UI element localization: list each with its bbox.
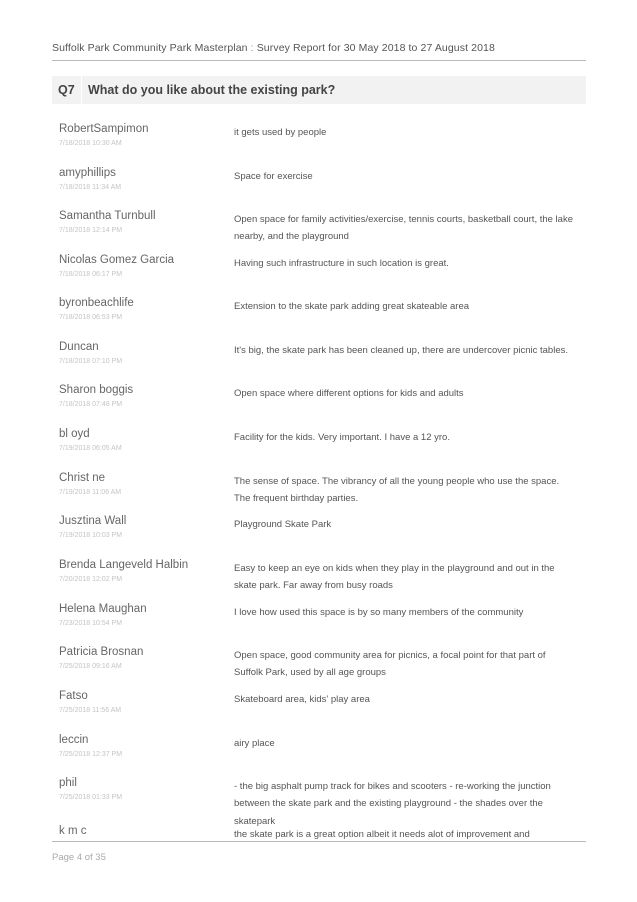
question-number: Q7 — [58, 83, 75, 97]
response-text: Facility for the kids. Very important. I have a 12 yro. — [234, 432, 450, 443]
response-date: 7/18/2018 07:48 PM — [59, 401, 123, 408]
response-date: 7/18/2018 06:53 PM — [59, 314, 123, 321]
respondent-name: Nicolas Gomez Garcia — [59, 254, 175, 266]
respondent-name: Jusztina Wall — [59, 515, 127, 527]
response-text: Having such infrastructure in such location is great. — [234, 258, 449, 269]
response-text: Open space, good community area for picnics, a focal point for that part of Suffolk Park, used by all age groups — [234, 650, 546, 679]
response-text: Open space where different options for kids and adults — [234, 388, 464, 399]
response-text: Easy to keep an eye on kids when they play in the playground and out in the skate park. Far away from busy roads — [234, 563, 555, 592]
response-text: The sense of space. The vibrancy of all the young people who use the space. The frequent birthday parties. — [234, 476, 560, 505]
response-text: it gets used by people — [234, 127, 327, 138]
response-date: 7/18/2018 11:34 AM — [59, 184, 122, 191]
response-text: Extension to the skate park adding great skateable area — [234, 301, 470, 312]
page-number: Page 4 of 35 — [52, 852, 106, 863]
response-date: 7/25/2018 01:33 PM — [59, 794, 123, 801]
response-date: 7/18/2018 07:10 PM — [59, 358, 123, 365]
respondent-name: RobertSampimon — [59, 123, 149, 135]
response-text: I love how used this space is by so many members of the community — [234, 607, 524, 618]
respondent-name: Sharon boggis — [59, 384, 134, 396]
report-header — [52, 42, 586, 54]
response-date: 7/19/2018 11:06 AM — [59, 489, 122, 496]
response-date: 7/18/2018 06:17 PM — [59, 271, 123, 278]
response-text: Playground Skate Park — [234, 519, 332, 530]
response-text: Open space for family activities/exercise, tennis courts, basketball court, the lake nearby, and the playground — [234, 214, 573, 243]
question-box — [52, 76, 586, 104]
response-text: the skate park is a great option albeit it needs alot of improvement and — [234, 829, 530, 840]
respondent-name: Duncan — [59, 341, 99, 353]
response-date: 7/18/2018 12:14 PM — [59, 227, 123, 234]
respondent-name: k m c — [59, 825, 87, 837]
respondent-name: Brenda Langeveld Halbin — [59, 559, 189, 571]
response-date: 7/25/2018 09:16 AM — [59, 663, 122, 670]
question-text: What do you like about the existing park? — [88, 83, 336, 97]
response-date: 7/25/2018 11:56 AM — [59, 707, 122, 714]
response-date: 7/18/2018 10:30 AM — [59, 140, 122, 147]
response-text: airy place — [234, 738, 275, 749]
response-text: Space for exercise — [234, 171, 313, 182]
respondent-name: leccin — [59, 734, 89, 746]
respondent-name: bl oyd — [59, 428, 90, 440]
response-text: It's big, the skate park has been cleaned up, there are undercover picnic tables. — [234, 345, 568, 356]
response-text: - the big asphalt pump track for bikes and scooters - re-working the junction between the skate park and the existing playground - the shades over the skatepark — [234, 781, 551, 827]
respondent-name: Fatso — [59, 690, 88, 702]
response-date: 7/19/2018 10:03 PM — [59, 532, 123, 539]
respondent-name: Helena Maughan — [59, 603, 147, 615]
respondent-name: Samantha Turnbull — [59, 210, 156, 222]
response-text: Skateboard area, kids' play area — [234, 694, 370, 705]
respondent-name: Christ ne — [59, 472, 106, 484]
report-subtitle: Survey Report for 30 May 2018 to 27 August 2018 — [256, 42, 495, 54]
response-date: 7/19/2018 06:05 AM — [59, 445, 122, 452]
footer-divider — [52, 841, 586, 842]
header-separator: : — [250, 42, 254, 54]
report-title: Suffolk Park Community Park Masterplan — [52, 42, 248, 54]
header-divider — [52, 60, 586, 61]
respondent-name: Patricia Brosnan — [59, 646, 144, 658]
response-date: 7/20/2018 12:02 PM — [59, 576, 123, 583]
respondent-name: byronbeachlife — [59, 297, 134, 309]
respondent-name: amyphillips — [59, 167, 116, 179]
response-date: 7/25/2018 12:37 PM — [59, 751, 123, 758]
respondent-name: phil — [59, 777, 77, 789]
question-divider — [81, 76, 82, 104]
response-date: 7/23/2018 10:54 PM — [59, 620, 123, 627]
